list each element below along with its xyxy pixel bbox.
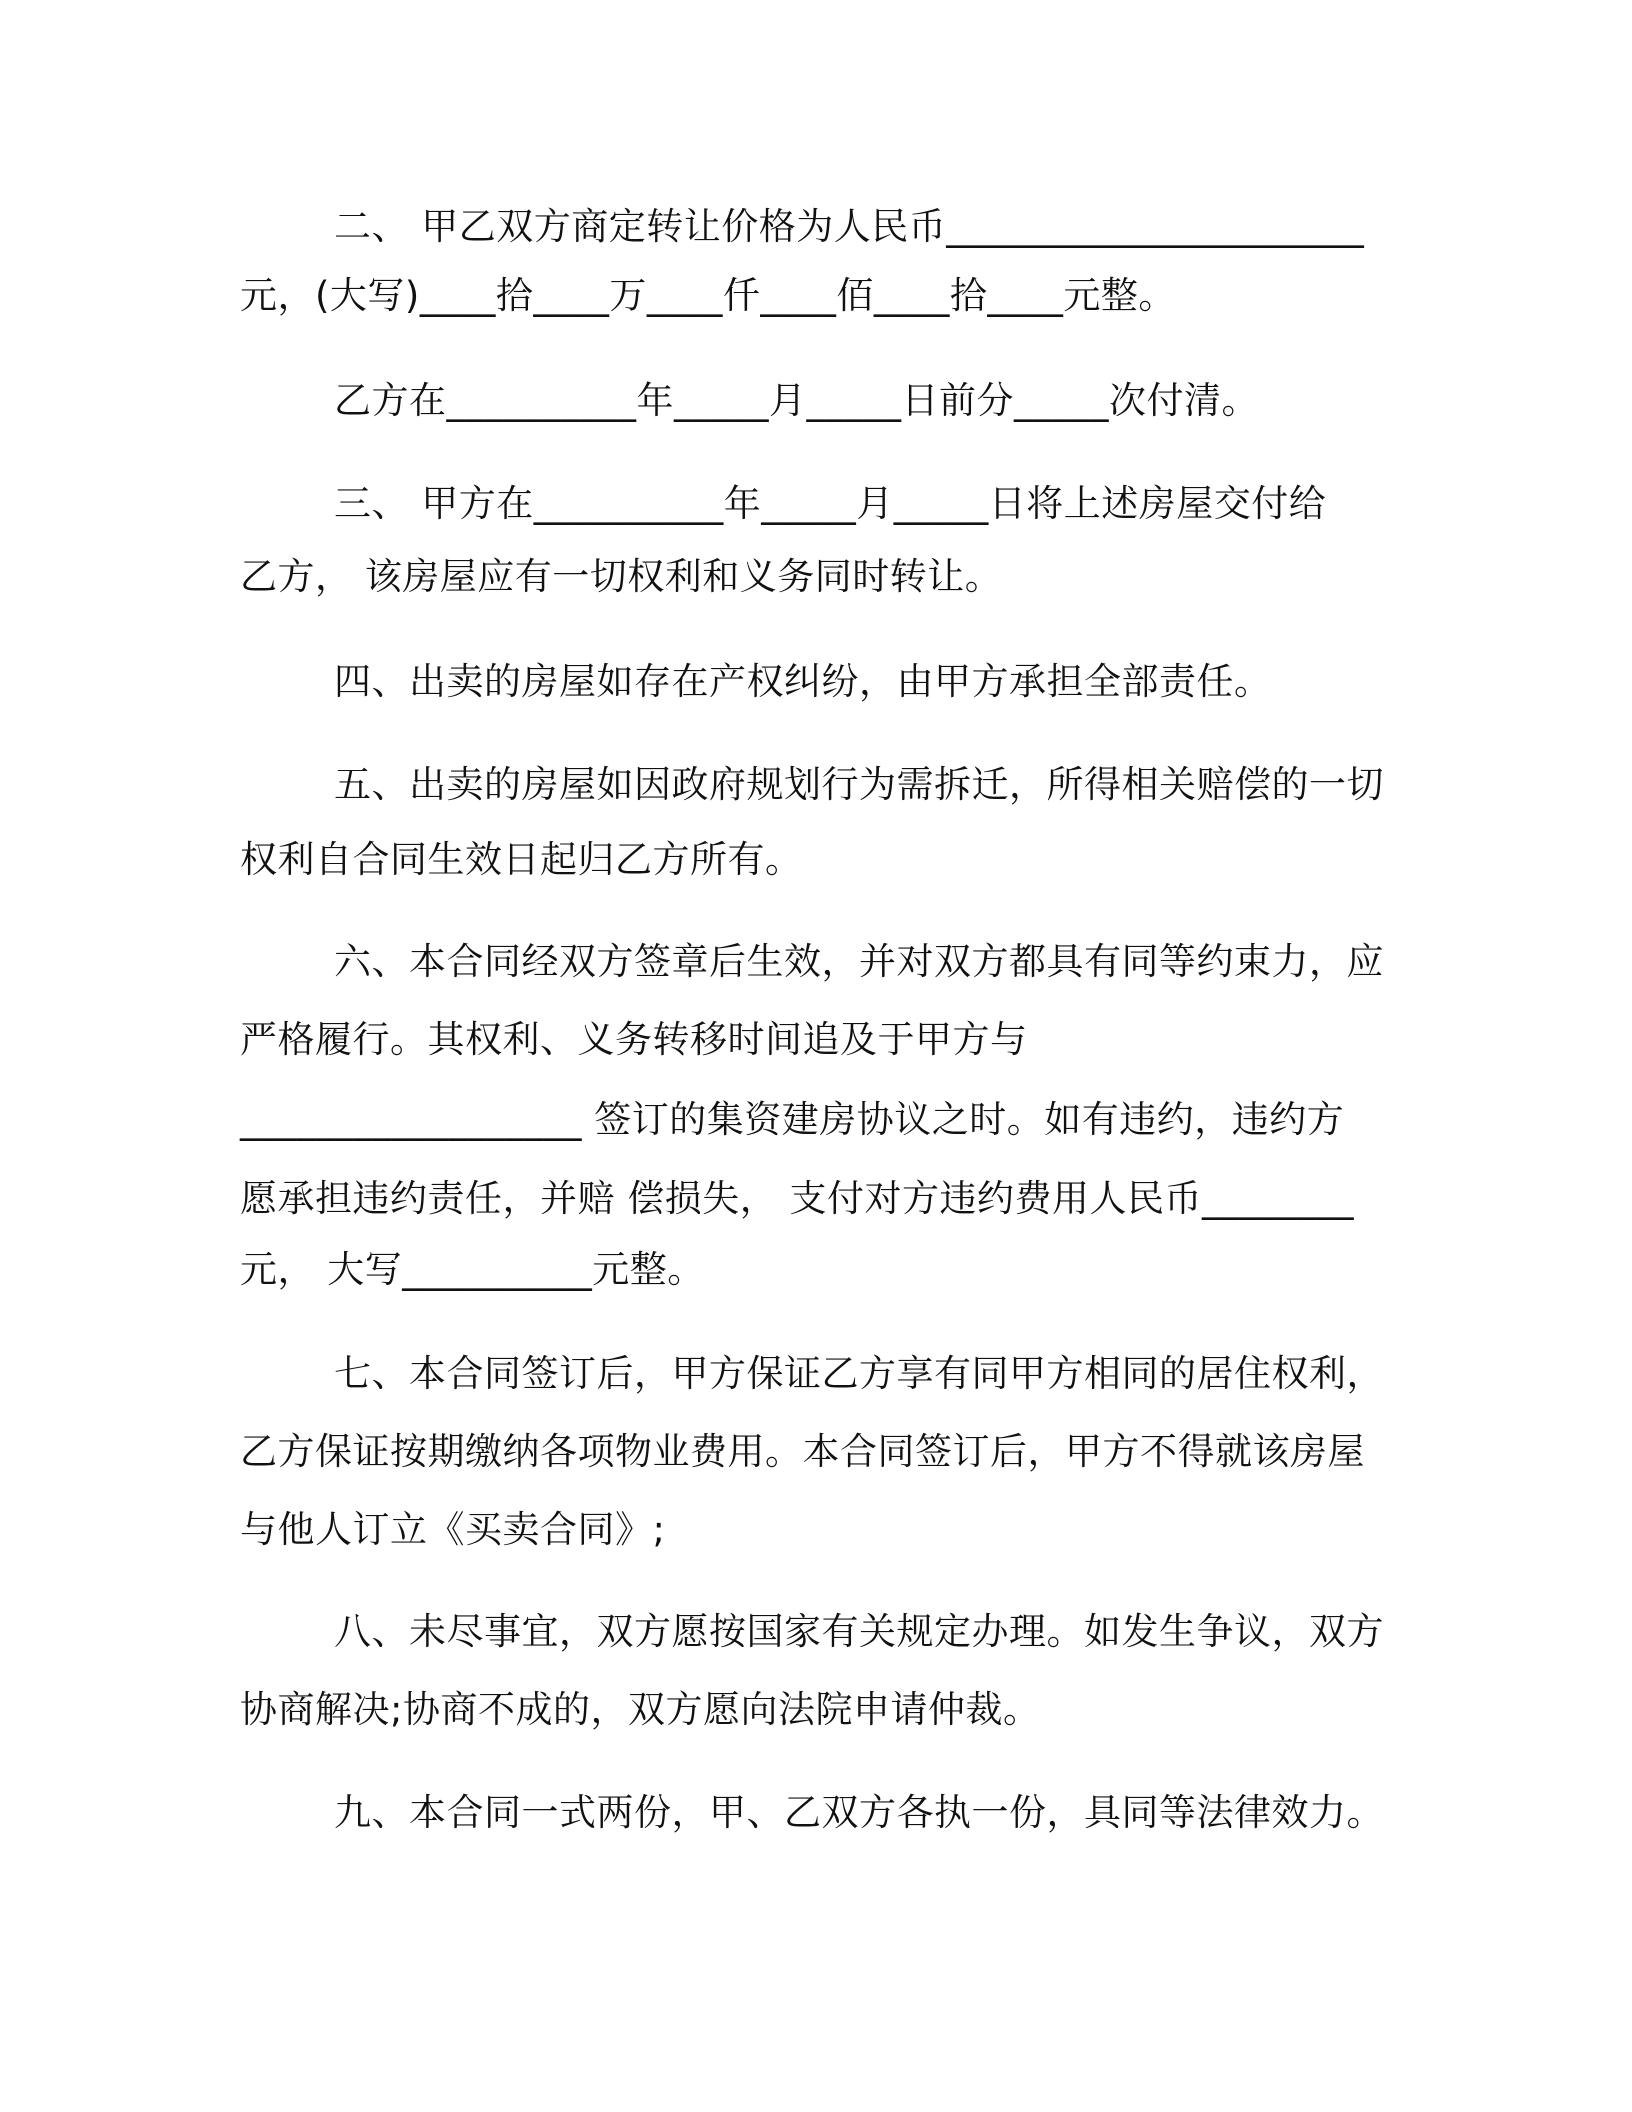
clause-2-line-1: 二、 甲乙双方商定转让价格为人民币______________________ — [334, 205, 1365, 248]
clause-6-line-5: 元， 大写__________元整。 — [240, 1248, 705, 1291]
clause-3-line-1: 三、 甲方在__________年_____月_____日将上述房屋交付给 — [334, 482, 1327, 525]
clause-7-line-1: 七、本合同签订后，甲方保证乙方享有同甲方相同的居住权利， — [334, 1352, 1384, 1395]
clause-9-line: 九、本合同一式两份，甲、乙双方各执一份，具同等法律效力。 — [334, 1791, 1384, 1834]
clause-7-line-3: 与他人订立《买卖合同》; — [240, 1508, 666, 1551]
payment-line: 乙方在__________年_____月_____日前分_____次付清。 — [334, 379, 1259, 422]
clause-3-line-2: 乙方， 该房屋应有一切权利和义务同时转让。 — [240, 555, 1003, 598]
clause-4-line: 四、出卖的房屋如存在产权纠纷，由甲方承担全部责任。 — [334, 660, 1272, 703]
clause-2-line-2: 元，(大写)____拾____万____仟____佰____拾____元整。 — [240, 274, 1176, 317]
clause-6-line-3: __________________ 签订的集资建房协议之时。如有违约，违约方 — [240, 1098, 1345, 1141]
clause-6-line-4: 愿承担违约责任，并赔 偿损失， 支付对方违约费用人民币________ — [240, 1177, 1355, 1220]
clause-8-line-2: 协商解决;协商不成的，双方愿向法院申请仲裁。 — [240, 1688, 1041, 1731]
clause-8-line-1: 八、未尽事宜，双方愿按国家有关规定办理。如发生争议，双方 — [334, 1610, 1384, 1653]
clause-5-line-2: 权利自合同生效日起归乙方所有。 — [240, 838, 803, 881]
clause-6-line-1: 六、本合同经双方签章后生效，并对双方都具有同等约束力，应 — [334, 940, 1384, 983]
clause-7-line-2: 乙方保证按期缴纳各项物业费用。本合同签订后，甲方不得就该房屋 — [240, 1430, 1365, 1473]
clause-5-line-1: 五、出卖的房屋如因政府规划行为需拆迁，所得相关赔偿的一切 — [334, 763, 1384, 806]
clause-6-line-2: 严格履行。其权利、义务转移时间追及于甲方与 — [240, 1018, 1028, 1061]
